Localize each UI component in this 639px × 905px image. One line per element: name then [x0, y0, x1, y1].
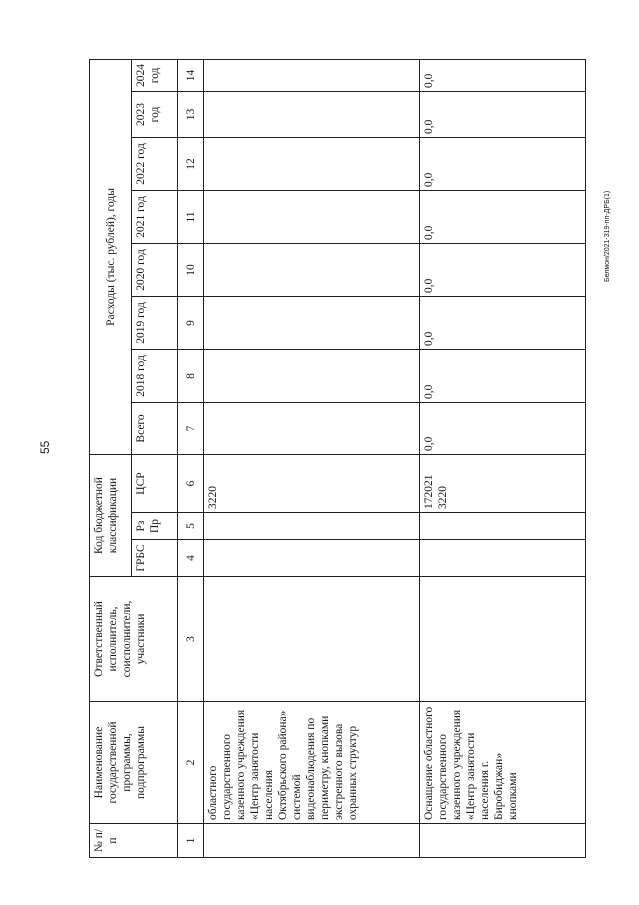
col-number: 9: [178, 296, 204, 349]
header-year: 2019 год: [132, 296, 178, 349]
header-row-1: [90, 59, 132, 857]
col-number: 3: [178, 577, 204, 702]
header-year: 2018 год: [132, 349, 178, 402]
header-year: 2020 год: [132, 243, 178, 296]
header-year: 2024 год: [132, 59, 178, 91]
header-year: 2022 год: [132, 137, 178, 190]
header-rz-pr: Рз Пр: [132, 513, 178, 540]
row-value: [204, 91, 420, 137]
row-grbs: [204, 540, 420, 577]
row-name: Оснащение областного государственного казенного учреждения «Центр занятости населения г. Биробиджан» кнопками: [420, 702, 586, 824]
row-executor: [204, 577, 420, 702]
page-number: 55: [38, 440, 52, 454]
table-row: [204, 59, 420, 857]
row-value: [204, 296, 420, 349]
col-number: 7: [178, 402, 204, 454]
row-name: областного государственного казенного учреждения «Центр занятости населения Октябрьского района» системой видеонаблюдения по периметру, кнопками экстренного вызова охранных структур: [204, 702, 420, 824]
table-row: [420, 59, 586, 857]
col-number: 1: [178, 824, 204, 858]
col-number: 6: [178, 454, 204, 512]
budget-table: [89, 59, 586, 858]
row-value: 0,0: [420, 243, 586, 296]
col-number: 14: [178, 59, 204, 91]
header-total: Всего: [132, 402, 178, 454]
footer-doc-code: Белмон/2021-319-пп-ДРБ(1): [604, 190, 611, 282]
col-number: 4: [178, 540, 204, 577]
row-value: 0,0: [420, 296, 586, 349]
col-number: 8: [178, 349, 204, 402]
row-num: [420, 824, 586, 858]
row-grbs: [420, 540, 586, 577]
row-csr: 172021 3220: [420, 454, 586, 512]
row-value: 0,0: [420, 349, 586, 402]
header-budget-classification: Код бюджетной классификации: [90, 454, 132, 576]
row-num: [204, 824, 420, 858]
header-year: 2021 год: [132, 190, 178, 243]
row-total: [204, 402, 420, 454]
header-grbs: ГРБС: [132, 540, 178, 577]
col-number: 13: [178, 91, 204, 137]
row-value: [204, 190, 420, 243]
row-value: [204, 349, 420, 402]
row-value: [204, 137, 420, 190]
row-value: [204, 59, 420, 91]
row-executor: [420, 577, 586, 702]
column-numbers-row: [178, 59, 204, 857]
header-executor: Ответственный исполнитель, соисполнители, участники: [90, 577, 178, 702]
row-value: 0,0: [420, 91, 586, 137]
col-number: 12: [178, 137, 204, 190]
row-rz: [204, 513, 420, 540]
row-value: 0,0: [420, 59, 586, 91]
col-number: 5: [178, 513, 204, 540]
header-name: Наименование государственной программы, подпрограммы: [90, 702, 178, 824]
row-total: 0,0: [420, 402, 586, 454]
row-rz: [420, 513, 586, 540]
row-value: 0,0: [420, 190, 586, 243]
budget-table-sheet: [89, 60, 585, 858]
header-csr: ЦСР: [132, 454, 178, 512]
row-value: 0,0: [420, 137, 586, 190]
col-number: 2: [178, 702, 204, 824]
header-expenses: Расходы (тыс. рублей), годы: [90, 59, 132, 454]
header-num: № п/п: [90, 824, 178, 858]
col-number: 11: [178, 190, 204, 243]
row-value: [204, 243, 420, 296]
row-csr: 3220: [204, 454, 420, 512]
header-year: 2023 год: [132, 91, 178, 137]
col-number: 10: [178, 243, 204, 296]
